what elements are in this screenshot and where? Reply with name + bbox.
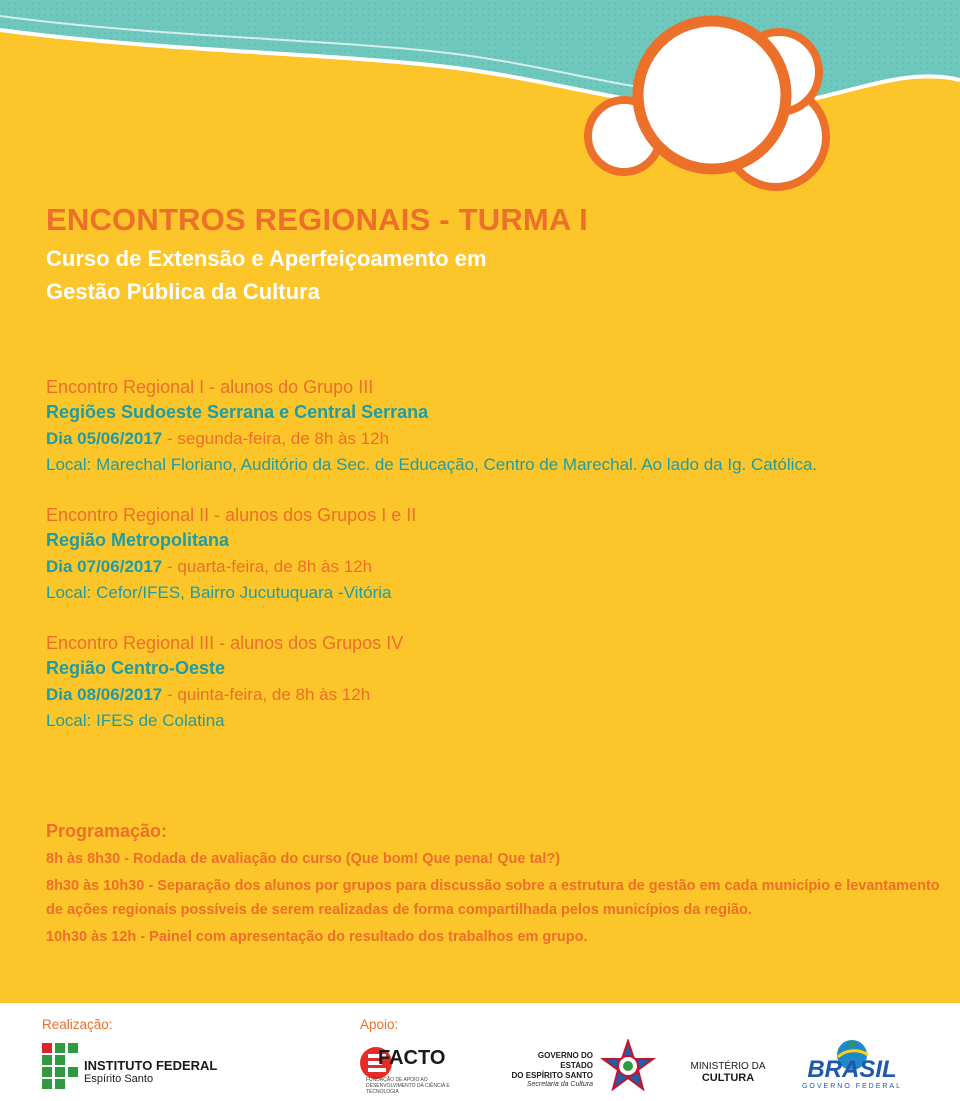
facto-caption: FUNDAÇÃO DE APOIO AO DESENVOLVIMENTO DA CIÊNCIA E TECNOLOGIA bbox=[366, 1077, 450, 1095]
encounter-title: Encontro Regional III - alunos dos Grupos IV bbox=[46, 633, 404, 653]
encounter-schedule: - quarta-feira, de 8h às 12h bbox=[162, 557, 373, 576]
es-coat-of-arms-icon bbox=[600, 1039, 656, 1097]
minc-text bbox=[684, 1061, 772, 1084]
encounter-1 bbox=[46, 375, 951, 478]
header-block bbox=[46, 202, 946, 308]
encounter-date: Dia 05/06/2017 bbox=[46, 429, 163, 448]
programacao-item-2: 8h30 às 10h30 - Separação dos alunos por grupos para discussão sobre a estrutura de gestão em cada município e levantamento de ações regionais possíveis de serem realizadas de forma compartilhada pelos municípios da região. bbox=[46, 878, 940, 918]
brasil-sub: GOVERNO FEDERAL bbox=[801, 1083, 903, 1090]
minc-line-1: MINISTÉRIO DA bbox=[690, 1061, 766, 1072]
encounter-date-line bbox=[46, 425, 951, 452]
programacao-item-3: 10h30 às 12h - Painel com apresentação do resultado dos trabalhos em grupo. bbox=[46, 929, 588, 945]
decorative-header-wave bbox=[0, 0, 960, 200]
apoio-label: Apoio: bbox=[360, 1017, 399, 1032]
gov-es-text bbox=[508, 1051, 593, 1088]
brasil-name: BRASIL bbox=[807, 1056, 897, 1083]
page-subtitle bbox=[46, 242, 566, 308]
ifes-subtitle: Espírito Santo bbox=[84, 1073, 154, 1085]
subtitle-line-2: Gestão Pública da Cultura bbox=[46, 279, 320, 304]
facto-name: FACTO bbox=[378, 1047, 446, 1069]
realizacao-label: Realização: bbox=[42, 1017, 113, 1032]
encounter-date-line bbox=[46, 553, 951, 580]
page-title: ENCONTROS REGIONAIS - TURMA I bbox=[46, 202, 588, 237]
encounter-date-line bbox=[46, 681, 951, 708]
ifes-logo-icon bbox=[42, 1043, 78, 1089]
encounter-title: Encontro Regional II - alunos dos Grupos I e II bbox=[46, 505, 417, 525]
subtitle-line-1: Curso de Extensão e Aperfeiçoamento em bbox=[46, 246, 487, 271]
encounters-list bbox=[46, 375, 951, 759]
encounter-region: Região Metropolitana bbox=[46, 530, 230, 550]
encounter-region: Regiões Sudoeste Serrana e Central Serrana bbox=[46, 402, 429, 422]
ifes-name: INSTITUTO FEDERAL bbox=[84, 1058, 218, 1073]
encounter-location: Local: Marechal Floriano, Auditório da Sec. de Educação, Centro de Marechal. Ao lado da Ig. Católica. bbox=[46, 455, 818, 474]
encounter-date: Dia 08/06/2017 bbox=[46, 685, 163, 704]
encounter-location: Local: IFES de Colatina bbox=[46, 711, 225, 730]
encounter-3 bbox=[46, 631, 951, 734]
programacao-heading: Programação: bbox=[46, 821, 168, 841]
encounter-2 bbox=[46, 503, 951, 606]
gov-es-line-1: GOVERNO DO ESTADO bbox=[537, 1051, 593, 1070]
encounter-date: Dia 07/06/2017 bbox=[46, 557, 163, 576]
ifes-text bbox=[84, 1058, 217, 1085]
minc-line-2: CULTURA bbox=[701, 1072, 755, 1084]
encounter-location: Local: Cefor/IFES, Bairro Jucutuquara -Vitória bbox=[46, 583, 392, 602]
encounter-schedule: - quinta-feira, de 8h às 12h bbox=[162, 685, 371, 704]
programacao-item-1: 8h às 8h30 - Rodada de avaliação do curso (Que bom! Que pena! Que tal?) bbox=[46, 851, 561, 867]
gov-es-line-2: DO ESPÍRITO SANTO bbox=[511, 1071, 593, 1080]
gov-es-sub: Secretaria da Cultura bbox=[526, 1081, 593, 1088]
encounter-schedule: - segunda-feira, de 8h às 12h bbox=[162, 429, 390, 448]
encounter-region: Região Centro-Oeste bbox=[46, 658, 226, 678]
programacao-section bbox=[46, 818, 951, 949]
encounter-title: Encontro Regional I - alunos do Grupo III bbox=[46, 377, 374, 397]
sponsors-footer bbox=[0, 1003, 960, 1101]
brasil-logo-icon bbox=[786, 1035, 918, 1091]
